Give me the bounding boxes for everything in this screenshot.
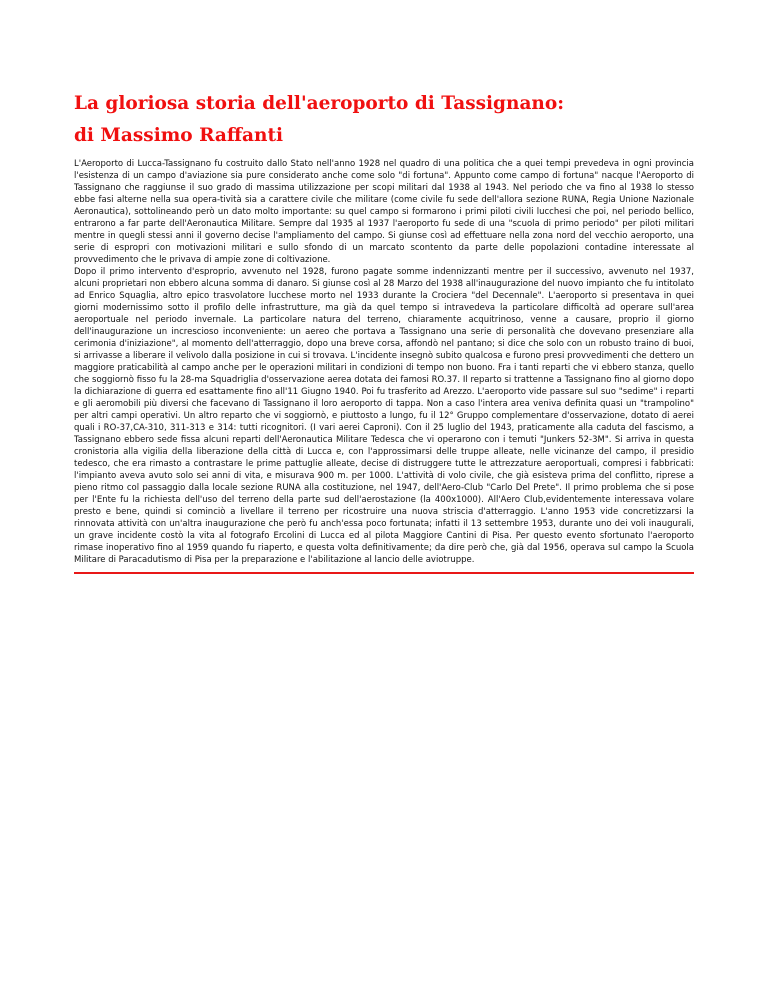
article-paragraph-2: Dopo il primo intervento d'esproprio, avvenuto nel 1928, furono pagate somme indennizzanti mentre per il successivo, avvenuto nel 1937, alcuni proprietari non ebbero alcuna somma di danaro. Si giunse così al 28 Marzo del 1938 all'inaugurazione del nuovo impianto che fu intitolato ad Enrico Squaglia, altro epico trasvolatore lucchese morto nel 1933 durante la Crociera "del Decennale". L'aeroporto si presentava in quei giorni modernissimo sotto il profilo delle infrastrutture, ma già da quel tempo si intravedeva la particolare difficoltà ad operare sull'area aeroportuale nel periodo invernale. La particolare natura del terreno, chiaramente acquitrinoso, venne a causare, proprio il giorno dell'inaugurazione un increscioso inconveniente: un aereo che portava a Tassignano una serie di personalità che dovevano presenziare alla cerimonia d'iniziazione", al momento dell'atterraggio, dopo una breve corsa, affondò nel pantano; si dice che solo con un robusto traino di buoi, si arrivasse a liberare il velivolo dalla posizione in cui si trovava. L'incidente insegnò subito qualcosa e furono presi provvedimenti che dettero un maggiore praticabilità al campo anche per le operazioni militari in condizioni di tempo non buono. Fra i tanti reparti che vi ebbero stanza, quello che soggiornò fisso fu la 28-ma Squadriglia d'osservazione aerea dotata dei famosi RO.37. Il reparto si trattenne a Tassignano fino al giorno dopo la dichiarazione di guerra ed esattamente fino all'11 Giugno 1940. Poi fu trasferito ad Arezzo. L'aeroporto vide passare sul suo "sedime" i reparti e gli aeromobili più diversi che facevano di Tassignano il loro aeroporto di tappa. Non a caso l'intera area veniva definita quasi un "trampolino" per altri campi operativi. Un altro reparto che vi soggiornò, e piuttosto a lungo, fu il 12° Gruppo complementare d'osservazione, dotato di aerei quali i RO-37,CA-310, 311-313 e 314: tutti ricognitori. (I vari aerei Caproni). Con il 25 luglio del 1943, praticamente alla caduta del fascismo, a Tassignano ebbero sede fissa alcuni reparti dell'Aeronautica Militare Tedesca che vi operarono con i temuti "Junkers 52-3M". Si arriva in questa cronistoria alla vigilia della liberazione della città di Lucca e, con l'approssimarsi delle truppe alleate, nelle vicinanze del campo, il presidio tedesco, che era rimasto a contrastare le prime pattuglie alleate, decise di distruggere tutte le attrezzature aeroportuali, compresi i fabbricati: l'impianto aveva avuto solo sei anni di vita, e misurava 900 m. per 1000. L'attività di volo civile, che già esisteva prima del conflitto, riprese a pieno ritmo col passaggio dalla locale sezione RUNA alla costituzione, nel 1947, dell'Aero-Club "Carlo Del Prete". Il primo problema che si pose per l'Ente fu la richiesta dell'uso del terreno della parte sud dell'aerostazione (la 400x1000). All'Aero Club,evidentemente interessava volare presto e bene, quindi si cominciò a livellare il terreno per ricostruire una nuova striscia d'atterraggio. L'anno 1953 vide concretizzarsi la rinnovata attività con un'altra inaugurazione che però fu anch'essa poco fortunata; infatti il 13 settembre 1953, durante uno dei voli inaugurali, un grave incidente costò la vita al fotografo Ercolini di Lucca ed al pilota Maggiore Cantini di Pisa. Per questo evento sfortunato l'aeroporto rimase inoperativo fino al 1959 quando fu riaperto, e questa volta definitivamente; da dire però che, già dal 1956, operava sul campo la Scuola Militare di Paracadutismo di Pisa per la preparazione e l'abilitazione al lancio delle aviotruppe. [74, 267, 694, 565]
article-byline: di Massimo Raffanti [74, 125, 284, 146]
article-body [74, 158, 694, 566]
article-title: La gloriosa storia dell'aeroporto di Tassignano: [74, 93, 565, 114]
article-paragraph-1: L'Aeroporto di Lucca-Tassignano fu costruito dallo Stato nell'anno 1928 nel quadro di una politica che a quei tempi prevedeva in ogni provincia l'esistenza di un campo d'aviazione sia pure considerato anche come solo "di fortuna". Appunto come campo di fortuna" nacque l'Aeroporto di Tassignano che raggiunse il suo grado di massima utilizzazione per scopi militari dal 1938 al 1943. Nel periodo che va fino al 1938 lo stesso ebbe fasi alterne nella sua opera-tività sia a carattere civile che militare (come civile fu sede dell'allora sezione RUNA, Regia Unione Nazionale Aeronautica), sottolineando però un dato molto importante: su quel campo si formarono i primi piloti civili lucchesi che poi, nel periodo bellico, entrarono a far parte dell'Aeronautica Militare. Sempre dal 1935 al 1937 l'aeroporto fu sede di una "scuola di primo periodo" per piloti militari mentre in quegli stessi anni il governo decise l'ampliamento del campo. Si giunse così ad effettuare nella zona nord del vecchio aeroporto, una serie di espropri con motivazioni militari e sullo sfondo di un marcato scontento da parte delle popolazioni contadine interessate al provvedimento che le privava di ampie zone di coltivazione. [74, 159, 694, 265]
bottom-divider [74, 572, 694, 574]
article [74, 88, 694, 574]
